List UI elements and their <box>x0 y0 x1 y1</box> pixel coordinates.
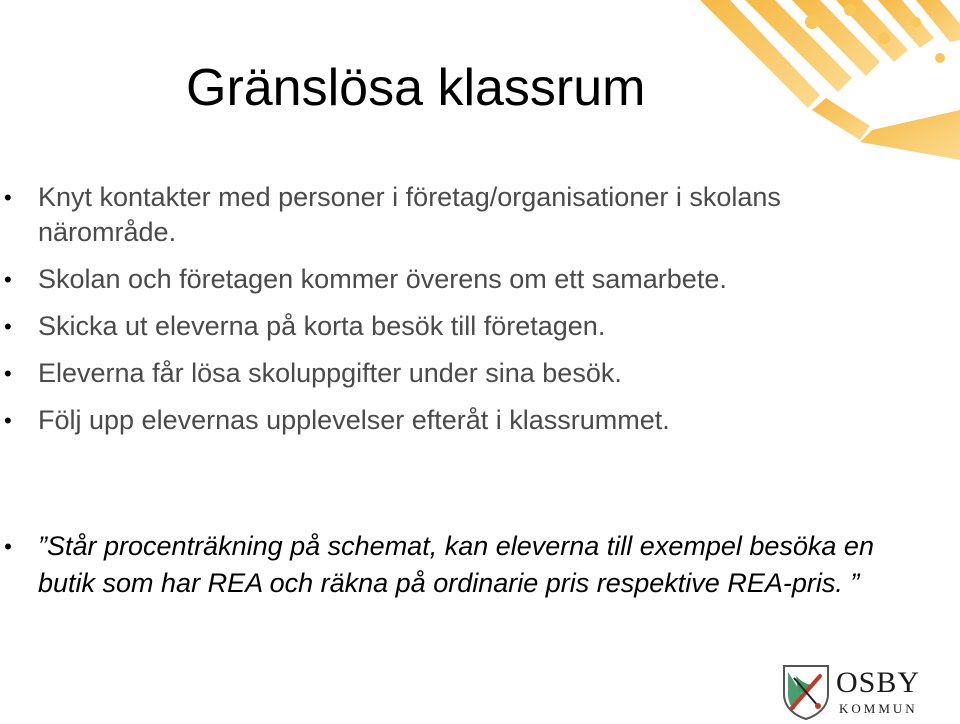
bullet-dot: • <box>4 267 12 292</box>
bullet-item <box>0 309 900 344</box>
logo-name: OSBY <box>836 666 921 699</box>
bullet-text: Skicka ut eleverna på korta besök till företagen. <box>38 311 606 341</box>
osby-coat-of-arms-icon <box>782 664 830 720</box>
bullet-item <box>0 262 900 297</box>
bullet-dot: • <box>4 534 12 559</box>
bullet-item <box>0 180 900 250</box>
bullet-dot: • <box>4 185 12 210</box>
bullet-dot: • <box>4 314 12 339</box>
bullet-text: Eleverna får lösa skoluppgifter under sina besök. <box>38 358 622 388</box>
quote-item <box>0 528 900 602</box>
bullet-text: Skolan och företagen kommer överens om ett samarbete. <box>38 264 727 294</box>
bullet-text: Följ upp elevernas upplevelser efteråt i klassrummet. <box>38 405 670 435</box>
bullet-list <box>0 180 900 450</box>
bullet-item <box>0 356 900 391</box>
quote-list <box>0 528 900 614</box>
logo-subtitle: KOMMUN <box>839 701 918 716</box>
quote-text: ”Står procenträkning på schemat, kan eleverna till exempel besöka en butik som har REA och räkna på ordinarie pris respektive REA-pris. ” <box>38 531 874 598</box>
bullet-item <box>0 403 900 438</box>
bullet-dot: • <box>4 361 12 386</box>
osby-kommun-logo <box>782 664 952 720</box>
slide-title: Gränslösa klassrum <box>186 59 646 117</box>
bullet-dot: • <box>4 408 12 433</box>
bullet-text: Knyt kontakter med personer i företag/organisationer i skolans närområde. <box>38 182 781 247</box>
